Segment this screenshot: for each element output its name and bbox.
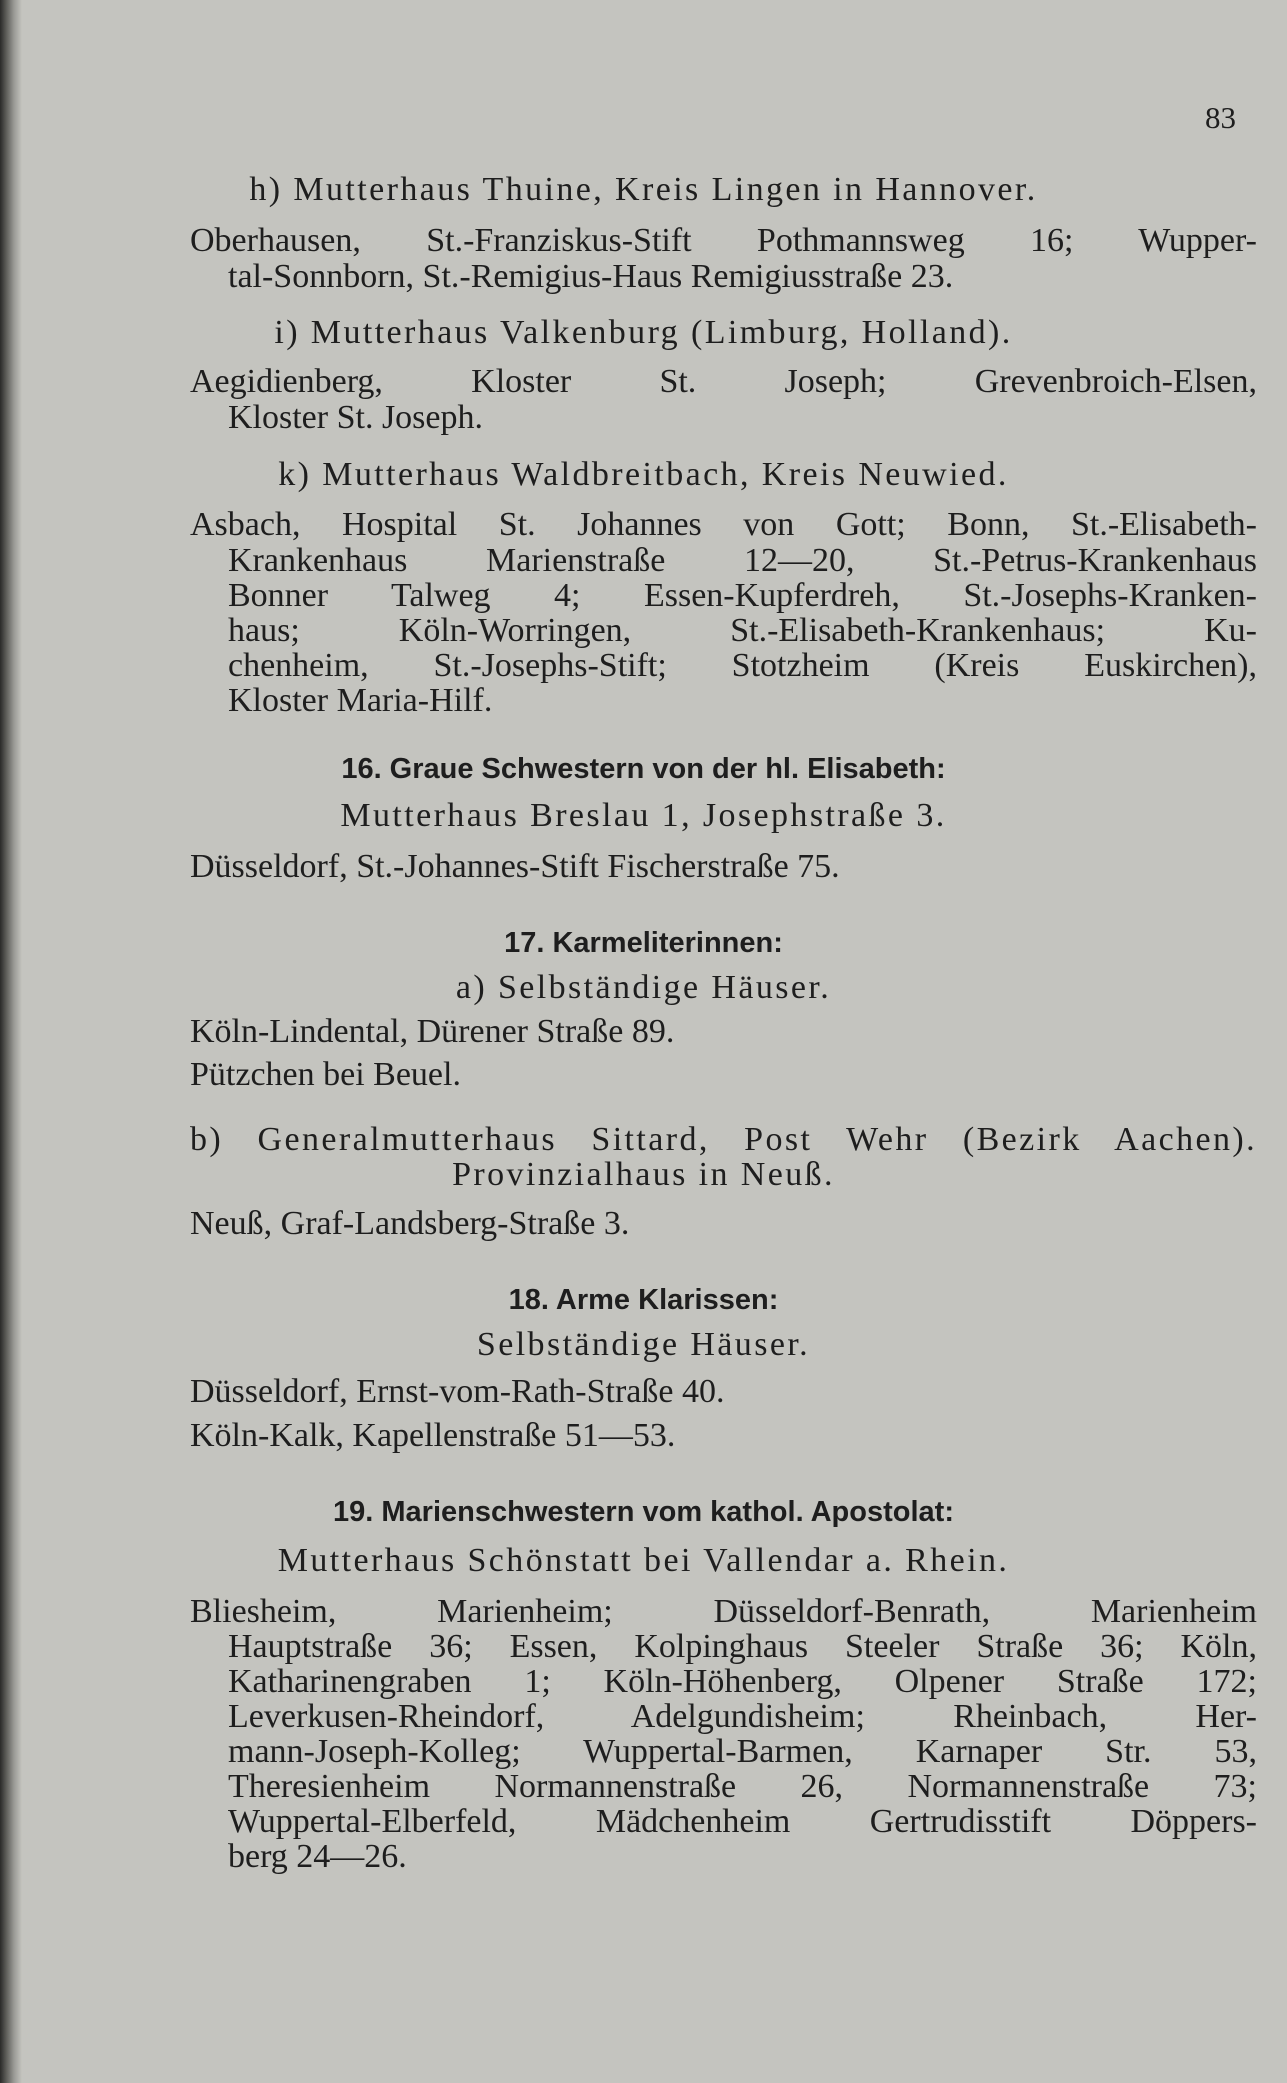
subheading-mutterhaus-breslau: Mutterhaus Breslau 1, Josephstraße 3. <box>340 797 947 834</box>
subheading-selbstaendige-haeuser: a) Selbständige Häuser. <box>455 969 832 1006</box>
text-line: Kloster Maria-Hilf. <box>228 682 493 719</box>
text-line: Neuß, Graf-Landsberg-Straße 3. <box>190 1205 630 1242</box>
text-line: Köln-Kalk, Kapellenstraße 51—53. <box>190 1417 676 1454</box>
subheading-provinzialhaus: Provinzialhaus in Neuß. <box>452 1156 835 1193</box>
text-line: Leverkusen-Rheindorf, Adelgundisheim; Rheinbach, Her- <box>228 1698 1257 1735</box>
section-heading-17: 17. Karmeliterinnen: <box>504 927 783 959</box>
subheading-mutterhaus-valkenburg: i) Mutterhaus Valkenburg (Limburg, Holland). <box>274 314 1013 351</box>
text-line: Kloster St. Joseph. <box>228 399 483 436</box>
subheading-mutterhaus-schoenstatt: Mutterhaus Schönstatt bei Vallendar a. Rhein. <box>277 1542 1010 1579</box>
text-line: mann-Joseph-Kolleg; Wuppertal-Barmen, Karnaper Str. 53, <box>228 1733 1257 1770</box>
page-number: 83 <box>1205 100 1236 135</box>
subheading-mutterhaus-thuine: h) Mutterhaus Thuine, Kreis Lingen in Hannover. <box>249 171 1038 208</box>
subheading-mutterhaus-waldbreitbach: k) Mutterhaus Waldbreitbach, Kreis Neuwied. <box>278 456 1009 493</box>
text-line: Krankenhaus Marienstraße 12—20, St.-Petrus-Krankenhaus <box>228 542 1257 579</box>
text-line: Katharinengraben 1; Köln-Höhenberg, Olpener Straße 172; <box>228 1663 1257 1700</box>
section-heading-16: 16. Graue Schwestern von der hl. Elisabeth: <box>341 753 946 785</box>
text-line: Bonner Talweg 4; Essen-Kupferdreh, St.-Josephs-Kranken- <box>228 577 1257 614</box>
text-line: Wuppertal-Elberfeld, Mädchenheim Gertrudisstift Döppers- <box>228 1803 1257 1840</box>
text-line: Pützchen bei Beuel. <box>190 1056 461 1093</box>
text-line: haus; Köln-Worringen, St.-Elisabeth-Krankenhaus; Ku- <box>228 612 1257 649</box>
subheading-selbstaendige-haeuser: Selbständige Häuser. <box>476 1326 811 1363</box>
section-heading-18: 18. Arme Klarissen: <box>508 1284 779 1316</box>
text-line: Düsseldorf, Ernst-vom-Rath-Straße 40. <box>190 1373 725 1410</box>
text-line: Asbach, Hospital St. Johannes von Gott; Bonn, St.-Elisabeth- <box>190 506 1257 543</box>
section-heading-19: 19. Marienschwestern vom kathol. Apostolat: <box>333 1496 954 1528</box>
text-line: Hauptstraße 36; Essen, Kolpinghaus Steeler Straße 36; Köln, <box>228 1628 1257 1665</box>
text-line: Köln-Lindental, Dürener Straße 89. <box>190 1013 675 1050</box>
text-line: Bliesheim, Marienheim; Düsseldorf-Benrath, Marienheim <box>190 1593 1257 1630</box>
text-line: Oberhausen, St.-Franziskus-Stift Pothmannsweg 16; Wupper- <box>190 222 1257 259</box>
text-line: chenheim, St.-Josephs-Stift; Stotzheim (Kreis Euskirchen), <box>228 647 1257 684</box>
subheading-generalmutterhaus-sittard: b) Generalmutterhaus Sittard, Post Wehr (Bezirk Aachen). <box>190 1121 1257 1158</box>
text-line: Theresienheim Normannenstraße 26, Normannenstraße 73; <box>228 1768 1257 1805</box>
text-line: Düsseldorf, St.-Johannes-Stift Fischerstraße 75. <box>190 848 840 885</box>
text-line: berg 24—26. <box>228 1838 407 1875</box>
text-line: tal-Sonnborn, St.-Remigius-Haus Remigiusstraße 23. <box>228 258 954 295</box>
text-line: Aegidienberg, Kloster St. Joseph; Grevenbroich-Elsen, <box>190 363 1257 400</box>
